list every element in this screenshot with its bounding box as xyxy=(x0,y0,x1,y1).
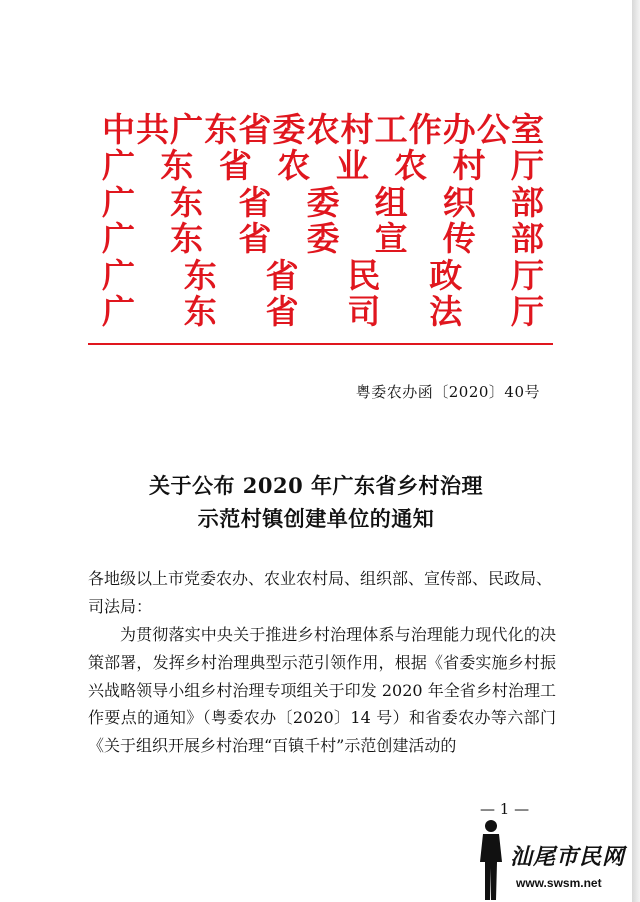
issuer-char: 办 xyxy=(442,110,476,149)
issuer-char: 农 xyxy=(306,110,340,149)
issuer-char: 省 xyxy=(238,110,272,149)
issuer-char: 广 xyxy=(102,255,135,295)
issuer-char: 政 xyxy=(429,255,463,295)
issuer-char: 委 xyxy=(272,110,306,149)
watermark-logo-text: 汕尾市民网 xyxy=(510,844,626,870)
addressee: 各地级以上市党委农办、农业农村局、组织部、宣传部、民政局、司法局： xyxy=(88,569,553,616)
issuer-line xyxy=(102,221,544,257)
issuer-char: 业 xyxy=(335,146,369,186)
person-silhouette-icon xyxy=(474,818,508,902)
issuer-char: 部 xyxy=(510,182,544,222)
issuer-char: 厅 xyxy=(510,291,544,331)
issuer-char: 宣 xyxy=(374,219,408,259)
issuer-char: 法 xyxy=(429,291,463,331)
issuer-char: 村 xyxy=(340,110,374,149)
document-number: 粤委农办函〔2020〕40号 xyxy=(355,383,540,401)
issuer-block xyxy=(102,112,544,330)
page-number: — 1 — xyxy=(480,800,530,818)
issuer-char: 广 xyxy=(102,146,135,186)
issuer-char: 东 xyxy=(204,110,238,149)
issuer-char: 省 xyxy=(218,146,252,186)
issuer-char: 室 xyxy=(510,110,544,149)
issuer-line xyxy=(102,255,544,295)
issuer-char: 中 xyxy=(102,110,135,149)
issuer-char: 东 xyxy=(183,255,217,295)
issuer-char: 东 xyxy=(170,219,204,259)
issuer-char: 厅 xyxy=(510,146,544,186)
issuer-char: 组 xyxy=(374,182,408,222)
issuer-line xyxy=(102,291,544,331)
title-line-2: 示范村镇创建单位的通知 xyxy=(197,506,435,531)
issuer-char: 公 xyxy=(476,110,510,149)
title-line-1: 关于公布 2020 年广东省乡村治理 xyxy=(148,473,484,498)
issuer-char: 厅 xyxy=(510,255,544,295)
issuer-char: 织 xyxy=(442,182,476,222)
issuer-char: 农 xyxy=(394,146,428,186)
issuer-char: 广 xyxy=(102,291,135,331)
issuer-char: 东 xyxy=(160,146,194,186)
issuer-char: 委 xyxy=(306,182,340,222)
issuer-char: 司 xyxy=(347,291,381,331)
watermark-url: www.swsm.net xyxy=(516,876,602,890)
red-divider xyxy=(88,343,553,345)
issuer-line xyxy=(102,148,544,184)
issuer-char: 村 xyxy=(452,146,486,186)
issuer-char: 东 xyxy=(183,291,217,331)
issuer-char: 广 xyxy=(102,182,135,222)
issuer-char: 工 xyxy=(374,110,408,149)
issuer-char: 广 xyxy=(102,219,135,259)
issuer-char: 共 xyxy=(136,110,170,149)
issuer-char: 省 xyxy=(265,255,299,295)
issuer-char: 部 xyxy=(510,219,544,259)
issuer-char: 省 xyxy=(265,291,299,331)
issuer-char: 农 xyxy=(277,146,311,186)
issuer-char: 省 xyxy=(238,219,272,259)
page-edge xyxy=(632,0,640,902)
issuer-char: 传 xyxy=(442,219,476,259)
issuer-line xyxy=(102,182,544,222)
issuer-char: 广 xyxy=(170,110,204,149)
issuer-char: 东 xyxy=(170,182,204,222)
issuer-char: 委 xyxy=(306,219,340,259)
body-paragraph: 为贯彻落实中央关于推进乡村治理体系与治理能力现代化的决策部署，发挥乡村治理典型示范引领作用，根据《省委实施乡村振兴战略领导小组乡村治理专项组关于印发 2020 年全省乡村治理工作要点的通知》（粤委农办〔2020〕14 号）和省委农办等六部门《关于组织开展乡村治理“百镇千村”示范创建活动的 xyxy=(88,625,556,756)
issuer-char: 省 xyxy=(238,182,272,222)
issuer-line xyxy=(102,112,544,148)
issuer-char: 民 xyxy=(347,255,381,295)
issuer-char: 作 xyxy=(408,110,442,149)
